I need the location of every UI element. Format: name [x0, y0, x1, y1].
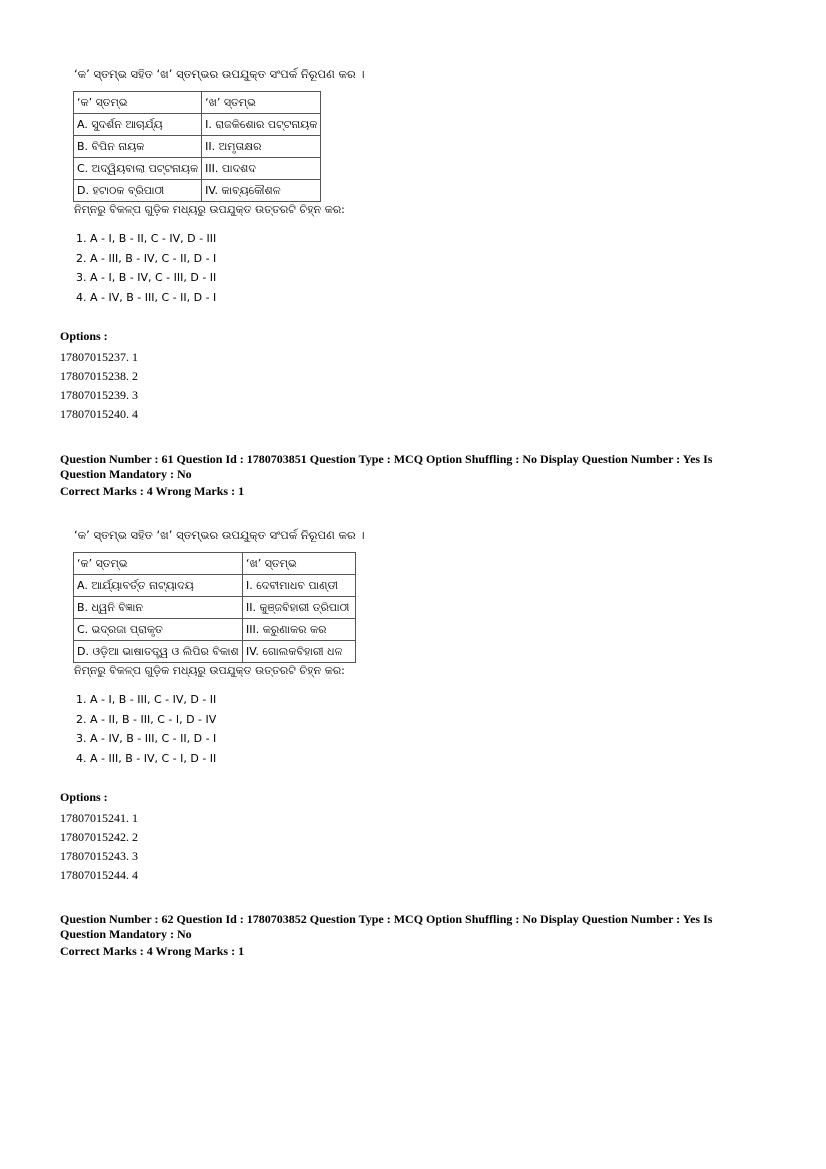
option-id: 17807015237. 1: [60, 350, 138, 364]
question-62-meta: [60, 912, 760, 959]
option-id: 17807015241. 1: [60, 811, 138, 825]
table-cell: A. ସୁଦର୍ଶନ ଆଚାର୍ଯ୍ୟ: [74, 114, 202, 136]
table-cell: III. କରୁଣାକର କର: [243, 619, 356, 641]
answer-choice: 2. A - II, B - III, C - I, D - IV: [76, 712, 217, 726]
table-row: [74, 158, 321, 180]
table-row: [74, 619, 356, 641]
table-cell: II. କୁଞ୍ଜବିହାରୀ ତ୍ରିପାଠୀ: [243, 597, 356, 619]
table-cell: III. ପାଦଶଦ: [202, 158, 321, 180]
answer-choices: [76, 229, 780, 307]
match-table: [73, 552, 356, 663]
choose-instruction: ନିମ୍ନରୁ ବିକଳ୍ପ ଗୁଡ଼ିକ ମଧ୍ୟରୁ ଉପଯୁକ୍ତ ଉତ୍ତରଟି ଚିହ୍ନ କର:: [74, 203, 345, 216]
table-cell: IV. କାବ୍ୟକୌଶଳ: [202, 180, 321, 202]
column-b-header: ‘ଖ’ ସ୍ତମ୍ଭ: [202, 92, 321, 114]
table-row: [74, 136, 321, 158]
table-cell: A. ଆର୍ଯ୍ୟାବର୍ତ୍ତ ନାଟ୍ୟାଦୟ: [74, 575, 243, 597]
table-cell: I. ରାଜକିଶୋର ପଟ୍ଟନାୟକ: [202, 114, 321, 136]
table-row: [74, 641, 356, 663]
option-id: 17807015240. 4: [60, 407, 138, 421]
option-id: 17807015238. 2: [60, 369, 138, 383]
match-table: [73, 91, 321, 202]
answer-choice: 2. A - III, B - IV, C - II, D - I: [76, 251, 217, 265]
question-info-line: Question Number : 61 Question Id : 1780703851 Question Type : MCQ Option Shuffling : No Display Question Number : Yes Is: [60, 452, 713, 466]
table-cell: C. ଭଦ୍ରଜା ପ୍ରାକୃତ: [74, 619, 243, 641]
table-cell: C. ଅଦ୍ୱିୟବାଲା ପଟ୍ଟନାୟକ: [74, 158, 202, 180]
table-row: [74, 114, 321, 136]
table-row: [74, 180, 321, 202]
question-60-body: [60, 66, 780, 424]
table-cell: IV. ଗୋଲକବିହାରୀ ଧଳ: [243, 641, 356, 663]
table-cell: D. ହଟାଠକ ବ୍ରିପାଠୀ: [74, 180, 202, 202]
question-61-meta: [60, 452, 760, 499]
option-id: 17807015244. 4: [60, 868, 138, 882]
table-cell: B. ବିପିନ ନାୟକ: [74, 136, 202, 158]
table-cell: D. ଓଡ଼ିଆ ଭାଷାତତ୍ତ୍ୱ ଓ ଲିପିର ବିକାଶ: [74, 641, 243, 663]
table-cell: I. ଦେବୀମାଧବ ପାଣ୍ଡୀ: [243, 575, 356, 597]
table-header-row: [74, 92, 321, 114]
answer-choice: 3. A - IV, B - III, C - II, D - I: [76, 732, 217, 745]
option-id: 17807015242. 2: [60, 830, 138, 844]
marks-line: Correct Marks : 4 Wrong Marks : 1: [60, 944, 245, 958]
answer-choice: 3. A - I, B - IV, C - III, D - II: [76, 271, 217, 284]
options-title: Options :: [60, 329, 108, 343]
option-id: 17807015239. 3: [60, 388, 138, 402]
question-mandatory-line: Question Mandatory : No: [60, 927, 192, 941]
option-ids: [60, 809, 780, 885]
answer-choice: 4. A - IV, B - III, C - II, D - I: [76, 290, 217, 304]
answer-choice: 4. A - III, B - IV, C - I, D - II: [76, 751, 217, 765]
answer-choices: [76, 690, 780, 768]
question-61-body: [60, 527, 780, 885]
table-row: [74, 575, 356, 597]
column-b-header: ‘ଖ’ ସ୍ତମ୍ଭ: [243, 553, 356, 575]
question-instruction: ‘କ’ ସ୍ତମ୍ଭ ସହିତ ‘ଖ’ ସ୍ତମ୍ଭର ଉପଯୁକ୍ତ ସଂପର୍କ ନିରୂପଣ କର ।: [74, 67, 365, 81]
table-cell: II. ଅମୃତାକ୍ଷର: [202, 136, 321, 158]
question-info-line: Question Number : 62 Question Id : 1780703852 Question Type : MCQ Option Shuffling : No Display Question Number : Yes Is: [60, 912, 713, 926]
table-header-row: [74, 553, 356, 575]
table-row: [74, 597, 356, 619]
column-a-header: ‘କ’ ସ୍ତମ୍ଭ: [74, 92, 202, 114]
question-mandatory-line: Question Mandatory : No: [60, 467, 192, 481]
option-id: 17807015243. 3: [60, 849, 138, 863]
choose-instruction: ନିମ୍ନରୁ ବିକଳ୍ପ ଗୁଡ଼ିକ ମଧ୍ୟରୁ ଉପଯୁକ୍ତ ଉତ୍ତରଟି ଚିହ୍ନ କର:: [74, 664, 345, 677]
marks-line: Correct Marks : 4 Wrong Marks : 1: [60, 484, 245, 498]
answer-choice: 1. A - I, B - II, C - IV, D - III: [76, 232, 217, 245]
column-a-header: ‘କ’ ସ୍ତମ୍ଭ: [74, 553, 243, 575]
option-ids: [60, 348, 780, 424]
options-title: Options :: [60, 790, 108, 804]
table-cell: B. ଧ୍ୱନି ବିଜ୍ଞାନ: [74, 597, 243, 619]
answer-choice: 1. A - I, B - III, C - IV, D - II: [76, 693, 217, 706]
question-instruction: ‘କ’ ସ୍ତମ୍ଭ ସହିତ ‘ଖ’ ସ୍ତମ୍ଭର ଉପଯୁକ୍ତ ସଂପର୍କ ନିରୂପଣ କର ।: [74, 528, 365, 542]
